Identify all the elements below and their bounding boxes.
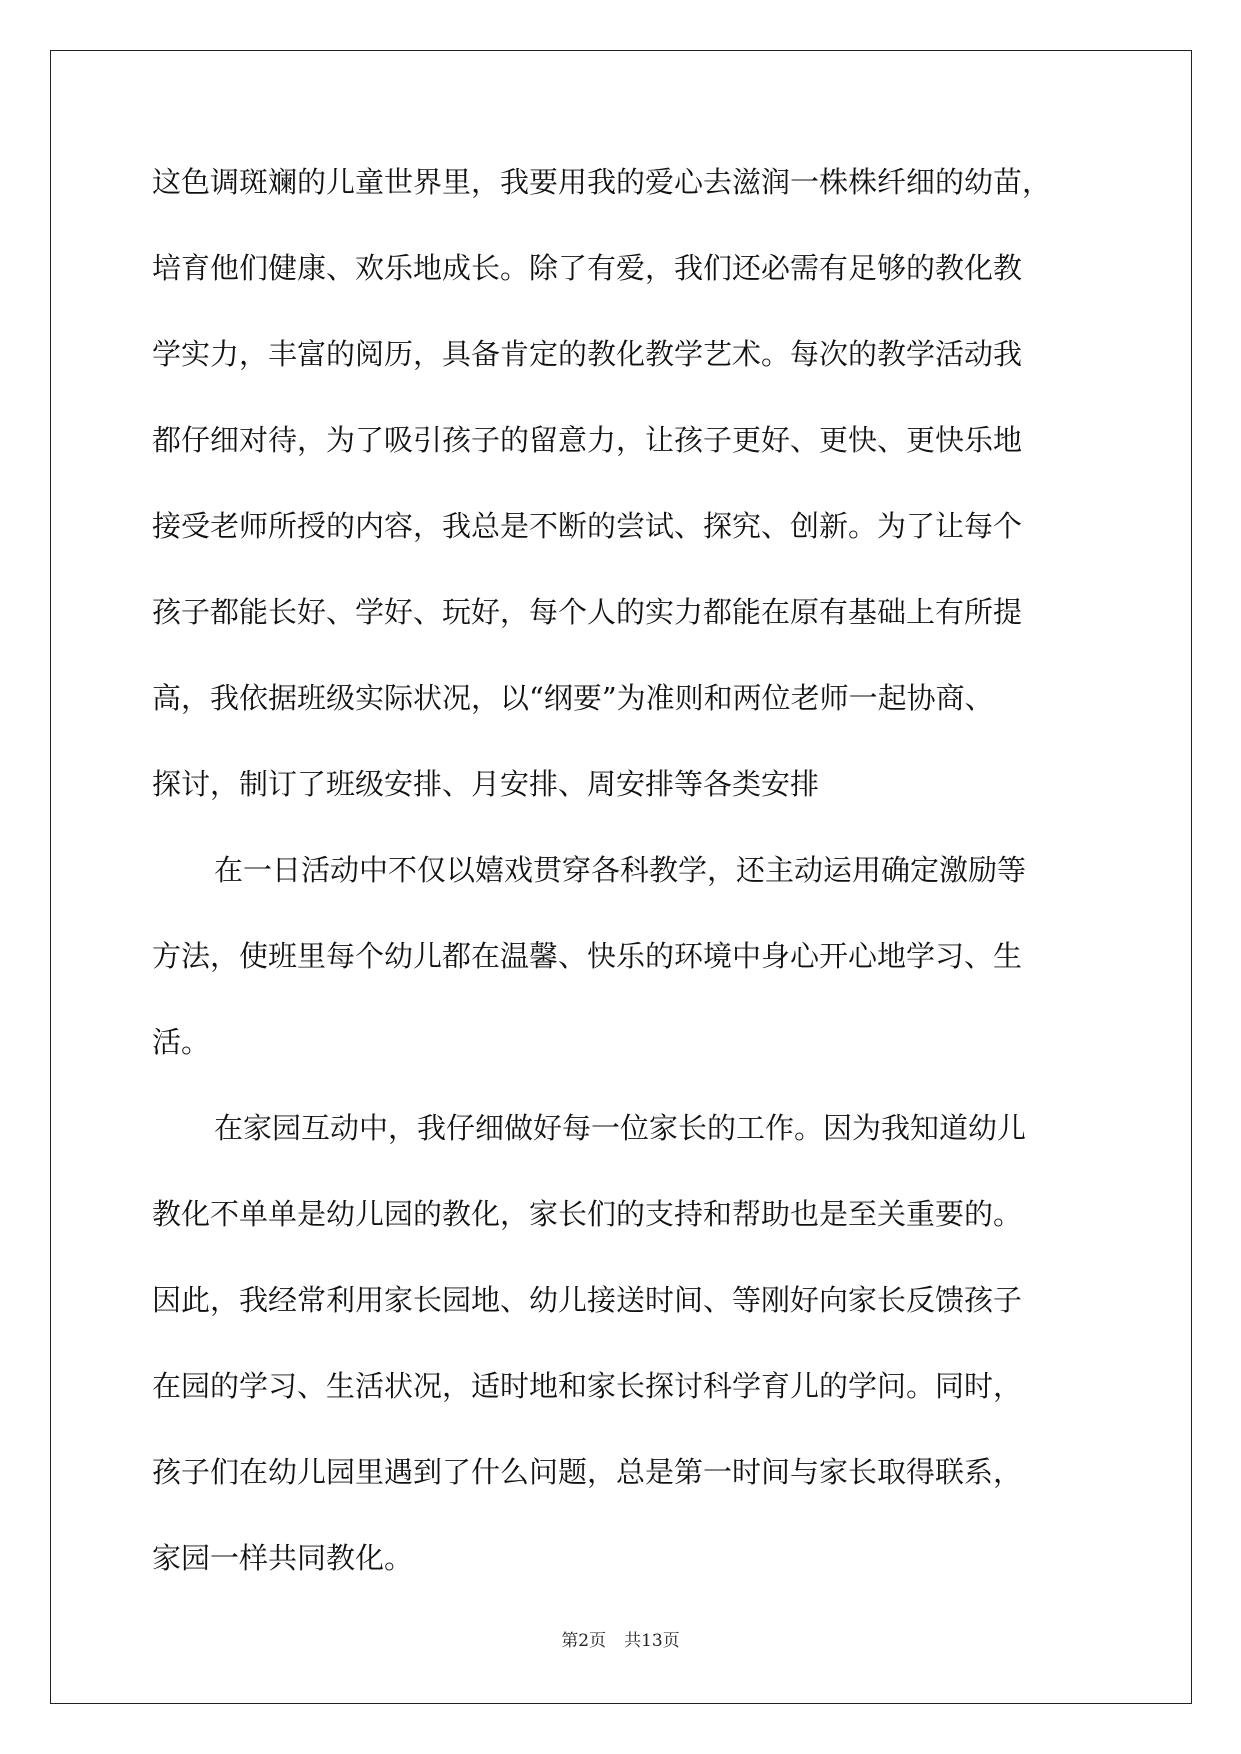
document-body: [152, 162, 1092, 1624]
text-line: 在一日活动中不仅以嬉戏贯穿各科教学，还主动运用确定激励等: [214, 853, 1027, 887]
text-line: 接受老师所授的内容，我总是不断的尝试、探究、创新。为了让每个: [152, 509, 1023, 543]
page-footer: [0, 1626, 1241, 1651]
text-line: 活。: [152, 1025, 211, 1059]
text-line: 都仔细对待，为了吸引孩子的留意力，让孩子更好、更快、更快乐地: [152, 423, 1023, 457]
page-total: 共13页: [624, 1631, 680, 1651]
page-number: 第2页: [561, 1631, 607, 1651]
text-line: 方法，使班里每个幼儿都在温馨、快乐的环境中身心开心地学习、生: [152, 939, 1023, 973]
text-line: 家园一样共同教化。: [152, 1541, 414, 1575]
text-line: 在园的学习、生活状况，适时地和家长探讨科学育儿的学问。同时，: [152, 1369, 1023, 1403]
text-line: 培育他们健康、欢乐地成长。除了有爱，我们还必需有足够的教化教: [152, 251, 1023, 285]
text-line: 高，我依据班级实际状况，以“纲要”为准则和两位老师一起协商、: [152, 681, 994, 715]
text-line: 这色调斑斓的儿童世界里，我要用我的爱心去滋润一株株纤细的幼苗，: [152, 165, 1052, 199]
text-line: 教化不单单是幼儿园的教化，家长们的支持和帮助也是至关重要的。: [152, 1197, 1023, 1231]
text-line: 学实力，丰富的阅历，具备肯定的教化教学艺术。每次的教学活动我: [152, 337, 1023, 371]
text-line: 孩子都能长好、学好、玩好，每个人的实力都能在原有基础上有所提: [152, 595, 1023, 629]
text-line: 因此，我经常利用家长园地、幼儿接送时间、等刚好向家长反馈孩子: [152, 1283, 1023, 1317]
text-line: 孩子们在幼儿园里遇到了什么问题，总是第一时间与家长取得联系，: [152, 1455, 1023, 1489]
text-line: 探讨，制订了班级安排、月安排、周安排等各类安排: [152, 767, 820, 801]
text-line: 在家园互动中，我仔细做好每一位家长的工作。因为我知道幼儿: [214, 1111, 1027, 1145]
